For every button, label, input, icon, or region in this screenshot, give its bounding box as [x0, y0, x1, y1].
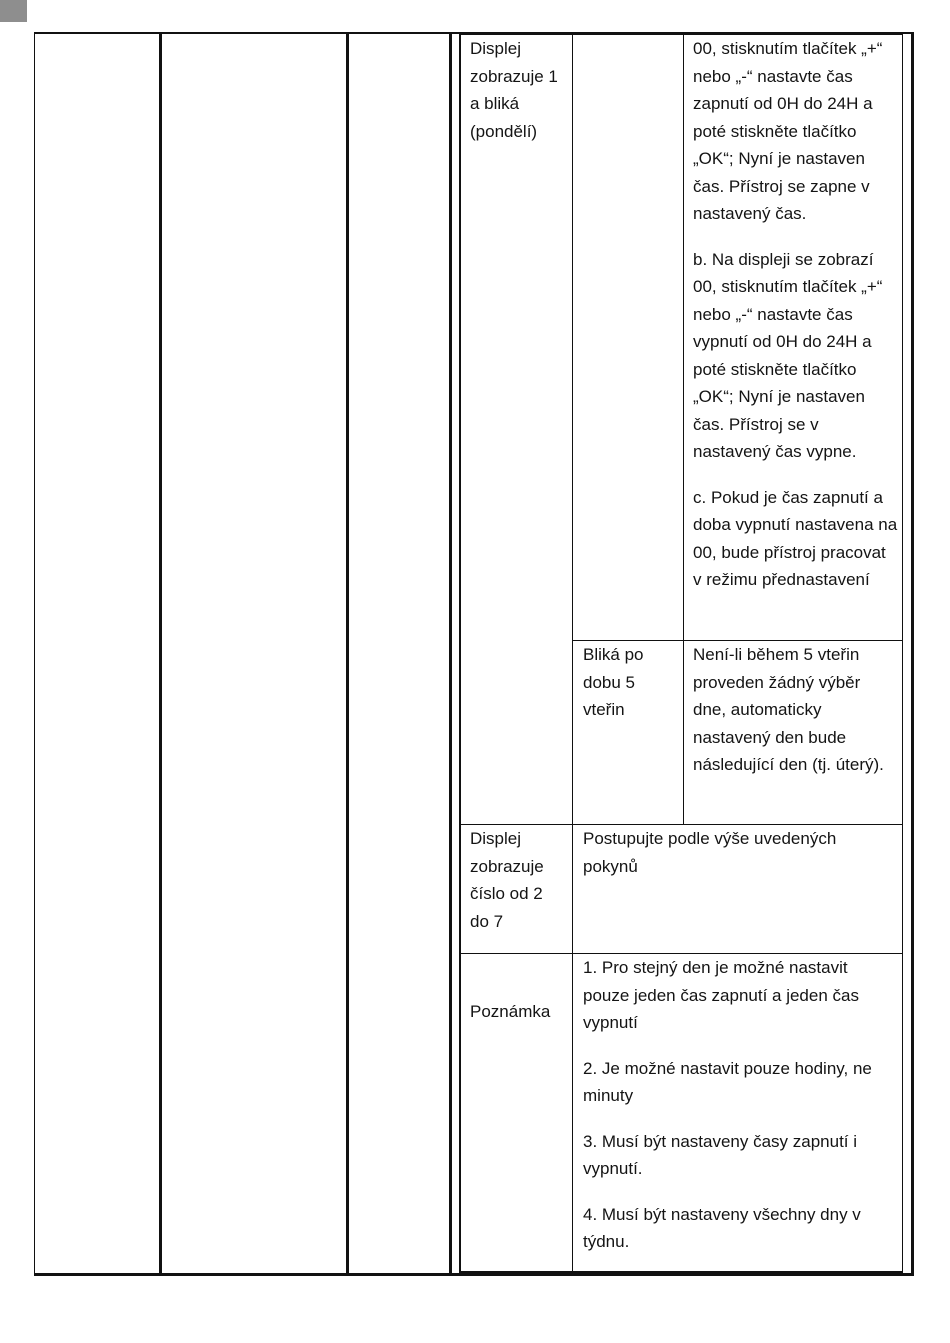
- row-2-instructions: [583, 825, 883, 880]
- inner-col-divider-condition: [683, 34, 684, 824]
- row-label-note: Poznámka: [470, 1002, 551, 1021]
- inner-col-divider-label: [572, 34, 573, 1273]
- instruction-paragraph: Postupujte podle výše uvedených pokynů: [583, 829, 837, 876]
- inner-table-right-border: [902, 34, 903, 1273]
- inner-table-left-border: [459, 34, 461, 1273]
- instruction-paragraph: 00, stisknutím tlačítek „+“ nebo „-“ nastavte čas zapnutí od 0H do 24H a poté stiskněte tlačítko „OK“; Nyní je nastaven čas. Přístroj se zapne v nastavený čas.: [693, 39, 883, 223]
- outer-col-line-5: [911, 32, 914, 1276]
- outer-table-bottom-border: [34, 1273, 914, 1276]
- note-paragraph: 2. Je možné nastavit pouze hodiny, ne minuty: [583, 1058, 872, 1105]
- note-paragraph: 1. Pro stejný den je možné nastavit pouze jeden čas zapnutí a jeden čas vypnutí: [583, 958, 859, 1032]
- note-paragraph: 3. Musí být nastaveny časy zapnutí i vypnutí.: [583, 1131, 858, 1178]
- note-paragraph: 4. Musí být nastaveny všechny dny v týdnu.: [583, 1204, 861, 1251]
- row-3-notes: [583, 954, 895, 1256]
- row-1-subrow-2-instructions: [693, 641, 893, 779]
- row-label-day-1: Displej zobrazuje 1 a bliká (pondělí): [470, 39, 558, 141]
- row-1-subrow-1-instructions: [693, 35, 898, 594]
- outer-col-line-2: [159, 32, 162, 1276]
- row-1-subrow-2-condition: Bliká po dobu 5 vteřin: [583, 645, 644, 719]
- instruction-paragraph: b. Na displeji se zobrazí 00, stisknutím tlačítek „+“ nebo „-“ nastavte čas vypnutí od 0H do 24H a poté stiskněte tlačítko „OK“; Nyní je nastaven čas. Přístroj se v nastavený čas vypne.: [693, 249, 883, 461]
- instruction-paragraph: c. Pokud je čas zapnutí a doba vypnutí nastavena na 00, bude přístroj pracovat v režimu přednastavení: [693, 487, 898, 589]
- row-label-days-2-7: Displej zobrazuje číslo od 2 do 7: [470, 829, 544, 931]
- page-corner-mark: [0, 0, 27, 22]
- inner-table-bottom-border: [459, 1271, 903, 1273]
- instruction-paragraph: Není-li během 5 vteřin proveden žádný výběr dne, automaticky nastavený den bude následující den (tj. úterý).: [693, 645, 884, 774]
- outer-col-line-4: [449, 32, 452, 1276]
- outer-col-line-1: [34, 32, 35, 1276]
- outer-col-line-3: [346, 32, 349, 1276]
